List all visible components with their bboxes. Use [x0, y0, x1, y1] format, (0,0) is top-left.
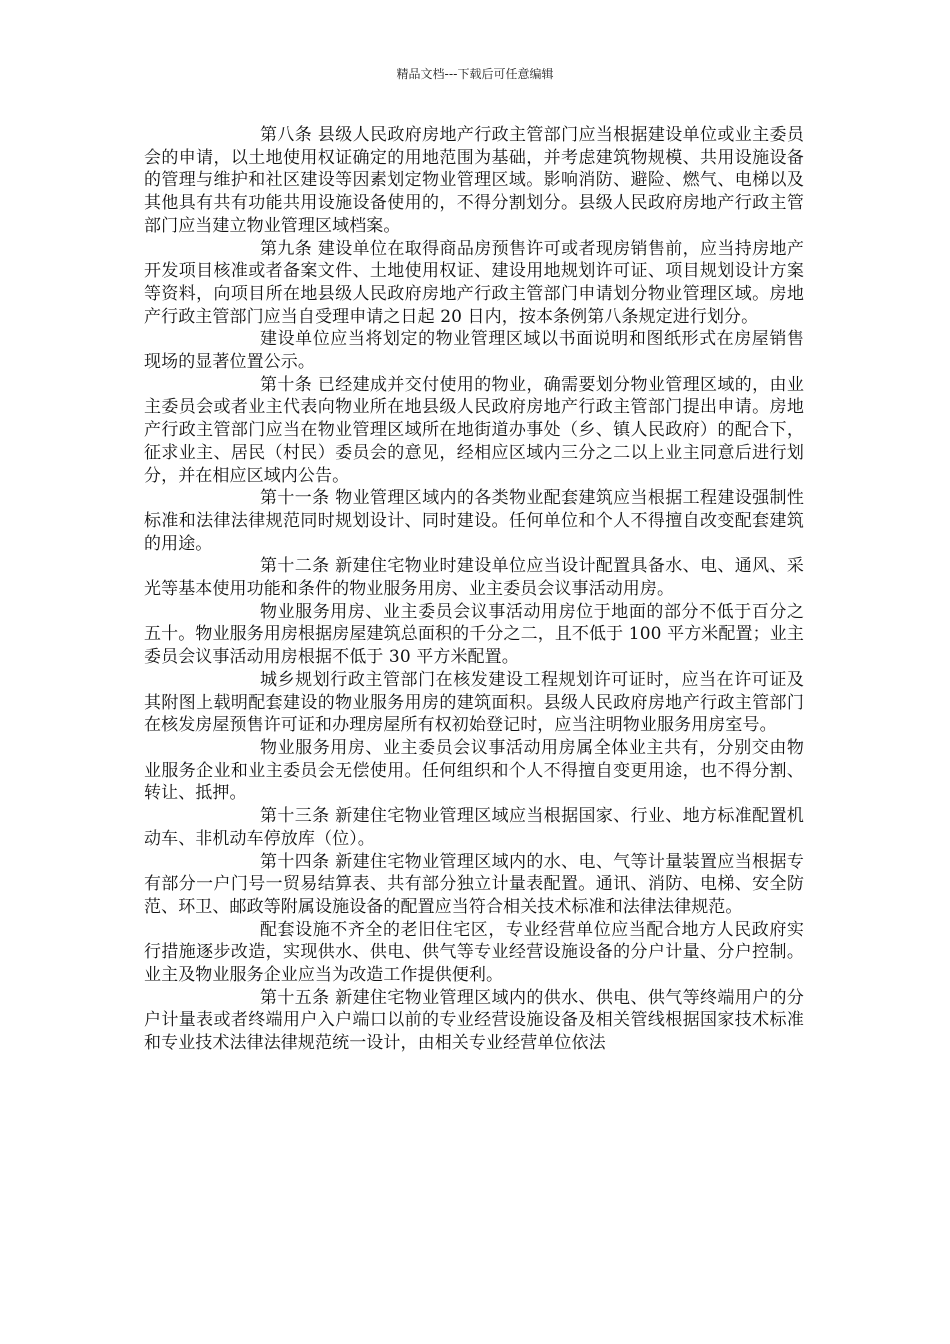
article-8-paragraph: 第八条 县级人民政府房地产行政主管部门应当根据建设单位或业主委员会的申请，以土地使用权证确定的用地范围为基础，并考虑建筑物规模、共用设施设备的管理与维护和社区建设等因素划定物业管理区域。影响消防、避险、燃气、电梯以及其他具有共有功能共用设施设备使用的，不得分割划分。县级人民政府房地产行政主管部门应当建立物业管理区域档案。: [144, 125, 804, 236]
article-14-renovation-paragraph: 配套设施不齐全的老旧住宅区，专业经营单位应当配合地方人民政府实行措施逐步改造，实现供水、供电、供气等专业经营设施设备的分户计量、分户控制。业主及物业服务企业应当为改造工作提供便利。: [144, 919, 804, 986]
article-10-paragraph: 第十条 已经建成并交付使用的物业，确需要划分物业管理区域的，由业主委员会或者业主代表向物业所在地县级人民政府房地产行政主管部门提出申请。房地产行政主管部门应当在物业管理区域所在地街道办事处（乡、镇人民政府）的配合下，征求业主、居民（村民）委员会的意见，经相应区域内三分之二以上业主同意后进行划分，并在相应区域内公告。: [144, 374, 804, 486]
article-12-area-paragraph: 物业服务用房、业主委员会议事活动用房位于地面的部分不低于百分之五十。物业服务用房根据房屋建筑总面积的千分之二，且不低于 100 平方米配置；业主委员会议事活动用房根据不低于 30 平方米配置。: [144, 601, 804, 668]
document-body: [144, 124, 804, 1055]
article-13-paragraph: 第十三条 新建住宅物业管理区域应当根据国家、行业、地方标准配置机动车、非机动车停放库（位）。: [144, 806, 804, 849]
article-14-paragraph: 第十四条 新建住宅物业管理区域内的水、电、气等计量装置应当根据专有部分一户门号一贸易结算表、共有部分独立计量表配置。通讯、消防、电梯、安全防范、环卫、邮政等附属设施设备的配置应当符合相关技术标准和法律法律规范。: [144, 851, 804, 917]
article-9-paragraph: 第九条 建设单位在取得商品房预售许可或者现房销售前，应当持房地产开发项目核准或者备案文件、土地使用权证、建设用地规划许可证、项目规划设计方案等资料，向项目所在地县级人民政府房地产行政主管部门申请划分物业管理区域。房地产行政主管部门应当自受理申请之日起 20 日内，按本条例第八条规定进行划分。: [144, 238, 804, 327]
article-12-ownership-paragraph: 物业服务用房、业主委员会议事活动用房属全体业主共有，分别交由物业服务企业和业主委员会无偿使用。任何组织和个人不得擅自变更用途，也不得分割、转让、抵押。: [144, 737, 804, 804]
article-9-publicity-paragraph: 建设单位应当将划定的物业管理区域以书面说明和图纸形式在房屋销售现场的显著位置公示。: [144, 329, 804, 373]
article-11-paragraph: 第十一条 物业管理区域内的各类物业配套建筑应当根据工程建设强制性标准和法律法律规范同时规划设计、同时建设。任何单位和个人不得擅自改变配套建筑的用途。: [144, 488, 804, 554]
article-12-paragraph: 第十二条 新建住宅物业时建设单位应当设计配置具备水、电、通风、采光等基本使用功能和条件的物业服务用房、业主委员会议事活动用房。: [144, 556, 804, 600]
article-12-planning-paragraph: 城乡规划行政主管部门在核发建设工程规划许可证时，应当在许可证及其附图上载明配套建设的物业服务用房的建筑面积。县级人民政府房地产行政主管部门在核发房屋预售许可证和办理房屋所有权初始登记时，应当注明物业服务用房室号。: [144, 669, 804, 736]
page-header: 精品文档---下载后可任意编辑: [396, 67, 554, 81]
article-15-paragraph: 第十五条 新建住宅物业管理区域内的供水、供电、供气等终端用户的分户计量表或者终端用户入户端口以前的专业经营设施设备及相关管线根据国家技术标准和专业技术法律法律规范统一设计，由相关专业经营单位依法: [144, 987, 804, 1054]
